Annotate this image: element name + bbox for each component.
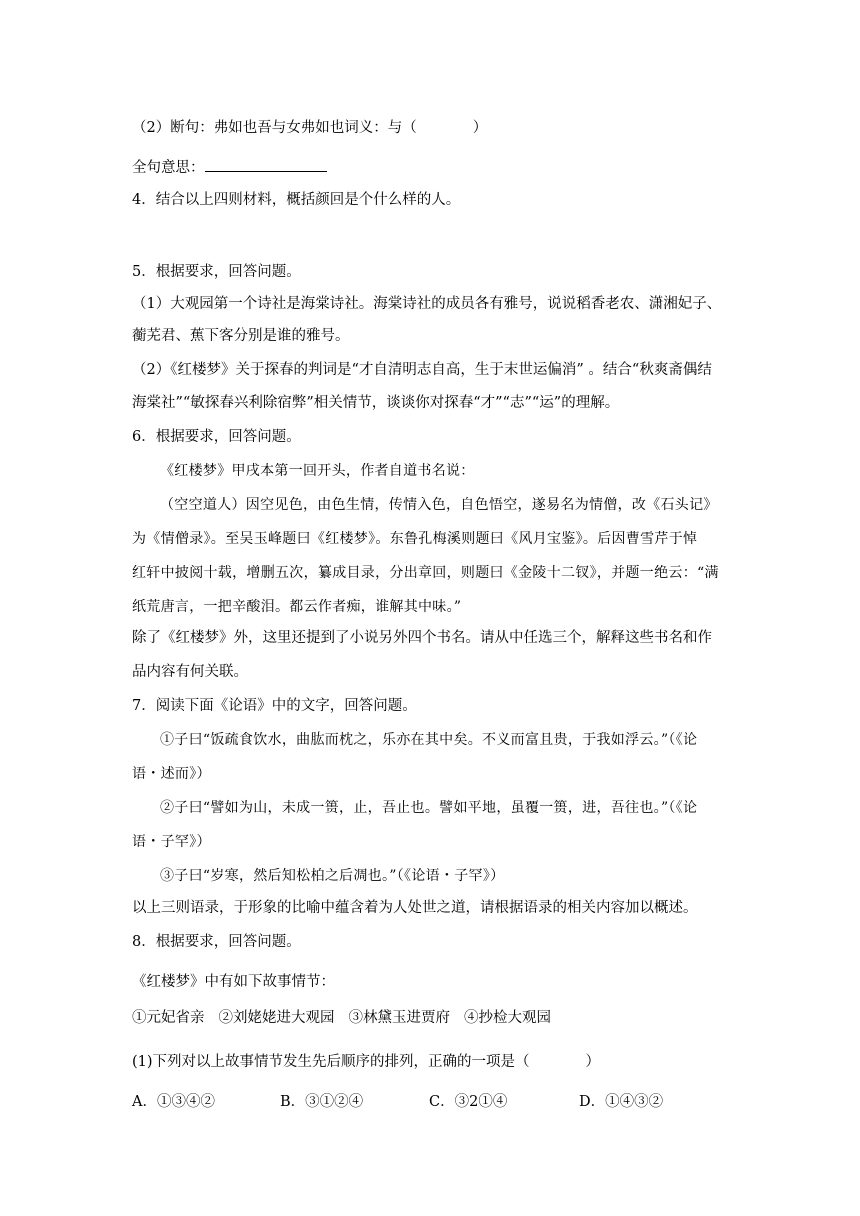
q3-meaning-label: 全句意思：: [132, 160, 205, 176]
q8-heading: 8．根据要求，回答问题。: [132, 934, 301, 950]
q7-quote3: ③子曰“岁寒，然后知松柏之后凋也。”（《论语・子罕》）: [160, 868, 505, 884]
q5-part1-line1: （1）大观园第一个诗社是海棠诗社。海棠诗社的成员各有雅号，说说稻香老农、潇湘妃子、: [132, 296, 722, 312]
q6-heading: 6．根据要求，回答问题。: [132, 429, 301, 445]
option-d-text: ①④③②: [605, 1094, 664, 1110]
q3-paren-close: ）: [472, 120, 488, 136]
q8-event-3: ③林黛玉进贾府: [348, 1010, 450, 1026]
q7-quote2-line2: 语・子罕》）: [132, 834, 211, 850]
q8-part1-paren-close: ）: [585, 1054, 601, 1070]
q8-events-line: [132, 1008, 551, 1028]
q5-part2-line2: 海棠社”“敏探春兴利除宿弊”相关情节，谈谈你对探春“才”“志”“运”的理解。: [132, 395, 620, 411]
q6-question-line2: 品内容有何关联。: [132, 664, 248, 680]
q8-intro: 《红楼梦》中有如下故事情节：: [132, 974, 335, 990]
option-b-letter: B．: [280, 1094, 306, 1110]
q7-question: 以上三则语录，于形象的比喻中蕴含着为人处世之道，请根据语录的相关内容加以概述。: [132, 900, 698, 916]
q7-heading: 7．阅读下面《论语》中的文字，回答问题。: [132, 698, 417, 714]
q3-sentence-break-line: [132, 118, 487, 138]
q6-passage-intro: 《红楼梦》甲戌本第一回开头，作者自道书名说：: [160, 463, 475, 479]
q3-meaning-line: [132, 157, 327, 178]
option-c-letter: C．: [429, 1094, 455, 1110]
option-c-text: ③2①④: [454, 1094, 508, 1110]
q8-event-4: ④抄检大观园: [464, 1010, 551, 1026]
q4-prompt: 4．结合以上四则材料，概括颜回是个什么样的人。: [132, 192, 461, 208]
q6-passage-line4: 纸荒唐言，一把辛酸泪。都云作者痴，谁解其中味。”: [132, 599, 462, 615]
q6-passage-line2: 为《情僧录》。至吴玉峰题曰《红楼梦》。东鲁孔梅溪则题曰《风月宝鉴》。后因曹雪芹于悼: [132, 531, 698, 547]
option-b-text: ③①②④: [305, 1094, 364, 1110]
answer-blank-underline: [205, 157, 327, 172]
q6-question-line1: 除了《红楼梦》外，这里还提到了小说另外四个书名。请从中任选三个，解释这些书名和作: [132, 630, 712, 646]
q5-part2-line1: （2）《红楼梦》关于探春的判词是“才自清明志自高，生于末世运偏消” 。结合“秋爽斋偶结: [132, 362, 712, 378]
q8-part1-prompt: [132, 1052, 600, 1072]
option-a-letter: A．: [132, 1094, 157, 1110]
q3-sentence-break-text: （2）断句：弗如也吾与女弗如也词义：与（: [132, 120, 417, 136]
option-b[interactable]: [280, 1092, 363, 1112]
q6-passage-line3: 红轩中披阅十载，增删五次，纂成目录，分出章回，则题曰《金陵十二钗》，并题一绝云：“满: [132, 565, 719, 581]
option-d[interactable]: [579, 1092, 663, 1112]
q7-quote2-line1: ②子曰“譬如为山，未成一篑，止，吾止也。譬如平地，虽覆一篑，进，吾往也。”（《论: [160, 800, 698, 816]
option-d-letter: D．: [579, 1094, 606, 1110]
q8-event-2: ②刘姥姥进大观园: [218, 1010, 335, 1026]
option-a[interactable]: [132, 1092, 215, 1112]
q8-part1-text: (1)下列对以上故事情节发生先后顺序的排列，正确的一项是（: [132, 1054, 530, 1070]
q7-quote1-line1: ①子曰“饭疏食饮水，曲肱而枕之，乐亦在其中矣。不义而富且贵，于我如浮云。”（《论: [160, 732, 698, 748]
option-c[interactable]: [429, 1092, 507, 1112]
option-a-text: ①③④②: [156, 1094, 215, 1110]
q7-quote1-line2: 语・述而》）: [132, 766, 211, 782]
q6-passage-line1: （空空道人）因空见色，由色生情，传情入色，自色悟空，遂易名为情僧，改《石头记》: [160, 497, 718, 513]
q5-part1-line2: 蘅芜君、蕉下客分别是谁的雅号。: [132, 328, 350, 344]
q5-heading: 5．根据要求，回答问题。: [132, 264, 301, 280]
q8-event-1: ①元妃省亲: [132, 1010, 205, 1026]
